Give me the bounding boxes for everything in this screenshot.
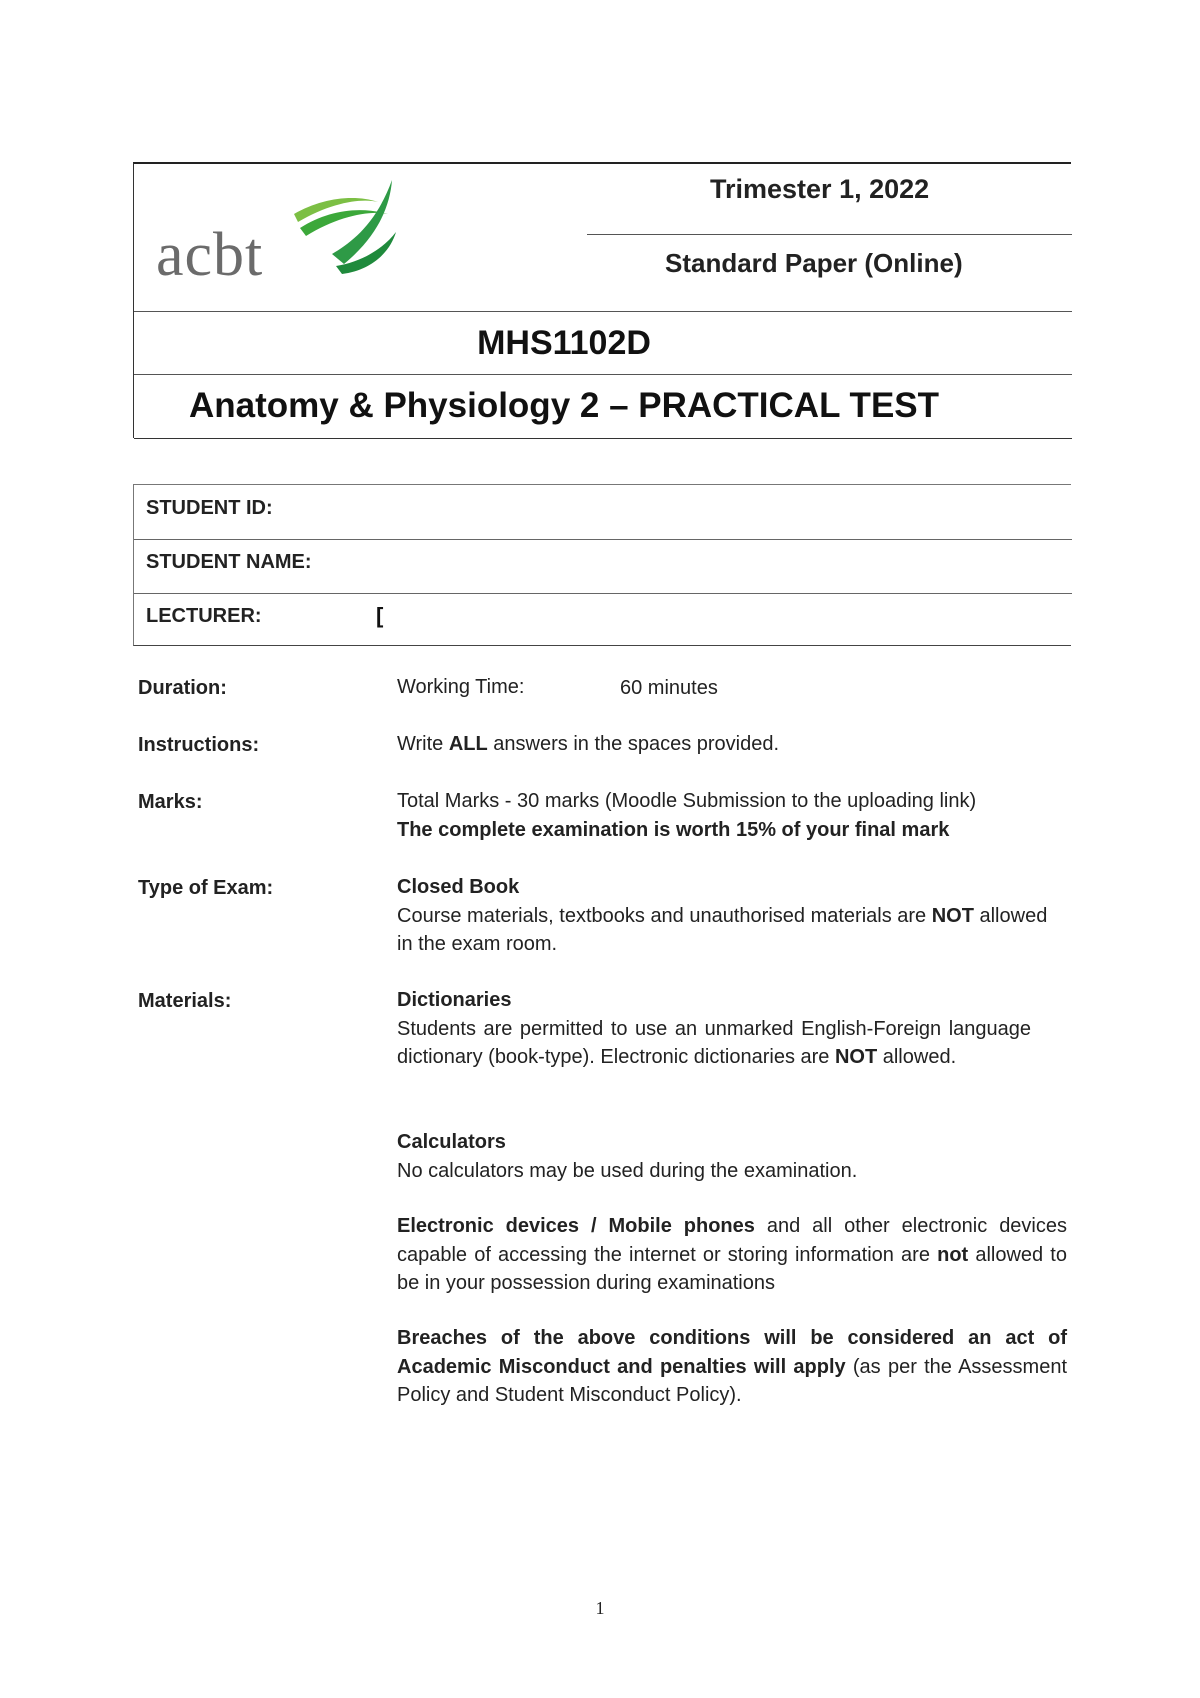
logo-text: acbt [156,221,264,289]
exam-type-heading: Closed Book [397,876,520,898]
student-id-row [134,485,1072,540]
divider [134,374,1072,375]
page-number: 1 [595,1598,605,1618]
materials-label: Materials: [138,990,232,1012]
dictionaries-block: Dictionaries Students are permitted to use an unmarked English-Foreign language dictionary (book-type). Electronic dictionaries are NOT allowed. [397,986,1031,1072]
divider [587,234,1072,235]
acbt-logo [134,164,394,311]
duration-label: Duration: [138,677,227,699]
breaches-block: Breaches of the above conditions will be considered an act of Academic Misconduct and penalties will apply (as per the Assessment Policy and Student Misconduct Policy). [397,1327,1068,1406]
logo-swoosh-icon [292,176,402,276]
student-name-row [134,539,1072,594]
course-title: Anatomy & Physiology 2 – PRACTICAL TEST [188,386,940,425]
marks-text [397,787,1067,844]
course-code: MHS1102D [477,324,651,362]
trimester-label: Trimester 1, 2022 [710,174,930,204]
student-details-table [133,484,1071,646]
calculators-text: No calculators may be used during the examination. [397,1159,858,1182]
working-time-label: Working Time: [397,676,525,698]
student-name-label: STUDENT NAME: [146,551,312,573]
lecturer-label: LECTURER: [146,605,262,627]
calculators-heading: Calculators [397,1131,506,1153]
calculators-block [397,1128,1067,1185]
exam-type-text: Closed Book Course materials, textbooks and unauthorised materials are NOT allowed in the exam room. [397,873,1057,959]
lecturer-field[interactable]: [ [376,603,384,628]
working-time-value: 60 minutes [620,677,718,699]
exam-type-label: Type of Exam: [138,877,274,899]
divider [134,438,1072,439]
marks-label: Marks: [138,791,203,813]
lecturer-row [134,593,1072,647]
marks-worth: The complete examination is worth 15% of your final mark [397,818,950,841]
devices-block: Electronic devices / Mobile phones and all other electronic devices capable of accessing the internet or storing information are not allowed to be in your possession during examinations [397,1215,1067,1294]
student-id-label: STUDENT ID: [146,497,273,519]
instructions-text: Write ALL answers in the spaces provided. [397,733,780,755]
exam-header [133,162,1071,438]
divider [134,311,1072,312]
instructions-label: Instructions: [138,734,260,756]
marks-total: Total Marks - 30 marks (Moodle Submission to the uploading link) [397,790,977,812]
paper-type-label: Standard Paper (Online) [665,248,963,278]
dictionaries-heading: Dictionaries [397,989,512,1011]
